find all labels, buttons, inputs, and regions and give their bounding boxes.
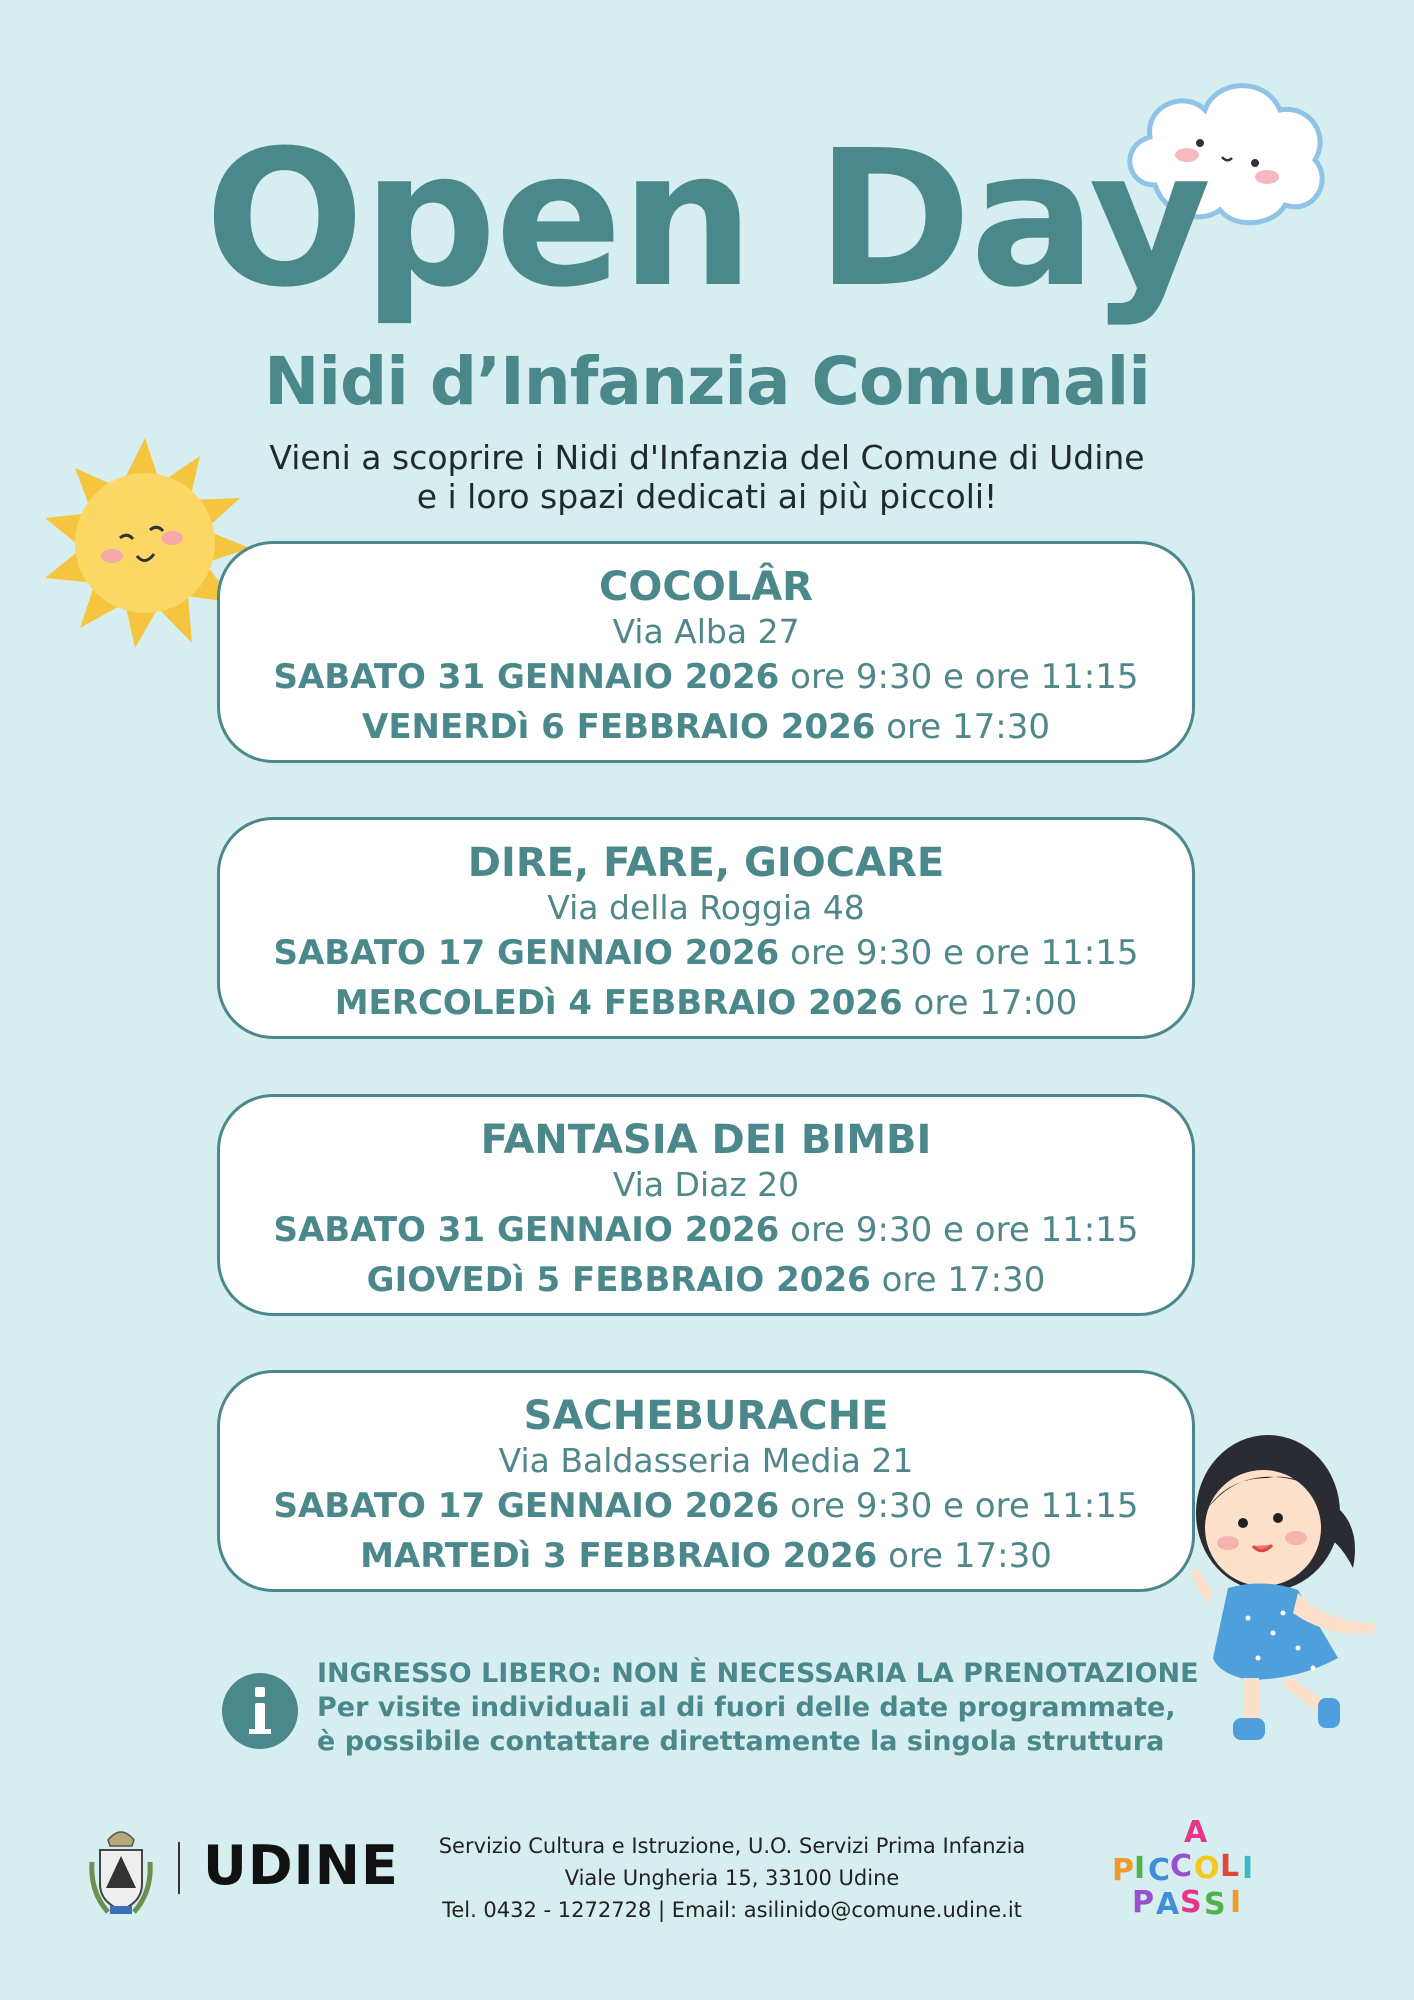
child-illustration [1188,1418,1388,1763]
date-time: ore 17:30 [888,1536,1052,1576]
info-text [317,1657,1199,1759]
date-time: ore 9:30 e ore 11:15 [790,657,1139,697]
udine-logo: UDINE [203,1834,399,1897]
date-day: MARTEDì 3 FEBBRAIO 2026 [360,1536,878,1576]
date-day: SABATO 31 GENNAIO 2026 [273,657,780,697]
piccoli-passi-logo [1108,1815,1288,1928]
logo-letter: I [1230,1885,1242,1920]
date-day: GIOVEDì 5 FEBBRAIO 2026 [366,1260,871,1300]
info-icon [222,1673,298,1749]
logo-letter: S [1180,1885,1202,1920]
open-day-date [220,1205,1192,1255]
date-time: ore 17:00 [913,983,1078,1023]
page-title: Open Day [204,110,1210,329]
intro-line: Vieni a scoprire i Nidi d'Infanzia del Comune di Udine [269,438,1145,477]
info-line: è possibile contattare direttamente la singola struttura [317,1726,1165,1757]
info-line: INGRESSO LIBERO: NON È NECESSARIA LA PRENOTAZIONE [317,1658,1199,1689]
logo-letter: A [1184,1815,1208,1850]
nido-card-cocolar [217,541,1195,763]
date-day: SABATO 17 GENNAIO 2026 [273,1486,780,1526]
open-day-date [220,928,1192,978]
open-day-date [220,1481,1192,1531]
nido-address: Via Diaz 20 [612,1165,800,1204]
open-day-date [220,1531,1192,1581]
intro-line: e i loro spazi dedicati ai più piccoli! [416,477,998,516]
footer-line: Servizio Cultura e Istruzione, U.O. Servizi Prima Infanzia [438,1834,1026,1858]
footer-line: Tel. 0432 - 1272728 | Email: asilinido@comune.udine.it [442,1898,1022,1922]
logo-letter: S [1204,1887,1226,1922]
open-day-date [220,978,1192,1028]
page-subtitle: Nidi d’Infanzia Comunali [264,343,1150,420]
nido-name: COCOLÂR [599,564,813,610]
logo-letter: O [1194,1851,1220,1886]
logo-letter: C [1170,1849,1193,1884]
logo-letter: A [1156,1887,1180,1922]
nido-name: SACHEBURACHE [523,1393,889,1439]
nido-address: Via Alba 27 [612,612,800,651]
date-time: ore 17:30 [886,707,1050,747]
nido-address: Via della Roggia 48 [547,888,865,927]
nido-card-dire-fare-giocare [217,817,1195,1039]
logo-letter: I [1242,1851,1254,1886]
date-time: ore 9:30 e ore 11:15 [790,933,1139,973]
date-time: ore 17:30 [881,1260,1046,1300]
logo-letter: P [1112,1853,1134,1888]
intro-text [0,438,1414,516]
logo-letter: P [1132,1885,1154,1920]
footer-line: Viale Ungheria 15, 33100 Udine [564,1866,900,1890]
logo-letter: C [1148,1853,1171,1888]
open-day-date [220,1255,1192,1305]
nido-name: FANTASIA DEI BIMBI [480,1117,932,1163]
nido-card-fantasia-dei-bimbi [217,1094,1195,1316]
open-day-date [220,702,1192,752]
date-time: ore 9:30 e ore 11:15 [790,1486,1139,1526]
info-line: Per visite individuali al di fuori delle date programmate, [317,1692,1176,1723]
date-day: SABATO 31 GENNAIO 2026 [273,1210,780,1250]
nido-name: DIRE, FARE, GIOCARE [467,840,945,886]
open-day-date [220,652,1192,702]
date-time: ore 9:30 e ore 11:15 [790,1210,1139,1250]
nido-address: Via Baldasseria Media 21 [498,1441,914,1480]
logo-letter: I [1134,1851,1146,1886]
logo-letter: L [1220,1849,1240,1884]
date-day: SABATO 17 GENNAIO 2026 [273,933,780,973]
date-day: VENERDì 6 FEBBRAIO 2026 [362,707,876,747]
date-day: MERCOLEDì 4 FEBBRAIO 2026 [334,983,903,1023]
nido-card-sacheburache [217,1370,1195,1592]
